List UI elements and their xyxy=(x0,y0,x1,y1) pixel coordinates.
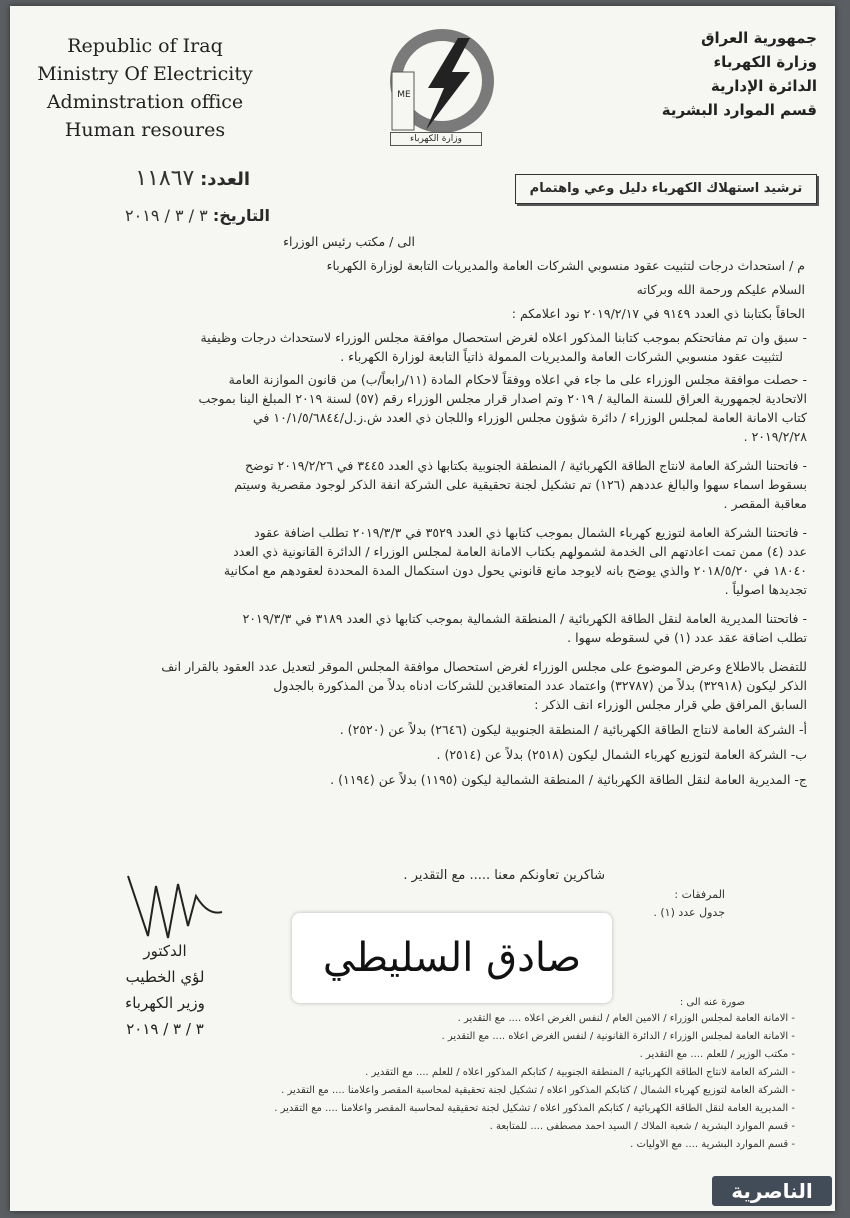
body-line: - فاتحتنا الشركة العامة لانتاج الطاقة الكهربائية / المنطقة الجنوبية بكتابها ذي العدد ٣٤٤٥ في ٢٠١٩/٢/٢٦ توضح xyxy=(244,458,807,473)
copy-recipient: - قسم الموارد البشرية / شعبة الملاك / السيد احمد مصطفى .... للمتابعة . xyxy=(489,1121,795,1132)
watermark-logo: الناصرية xyxy=(712,1176,832,1206)
logo-monogram: ME xyxy=(397,90,411,100)
body-line: تجديدها اصولياً . xyxy=(724,582,807,597)
header-english-line: Ministry Of Electricity xyxy=(37,63,253,85)
body-line: للتفضل بالاطلاع وعرض الموضوع على مجلس الوزراء لغرض استحصال موافقة المجلس الموقر لتعديل عدد العقود بالقرار انف xyxy=(161,659,807,674)
body-line: عدد (٤) ممن تمت اعادتهم الى الخدمة لشمولهم بكتاب الامانة العامة لمجلس الوزراء / الدائرة القانونية ذي العدد xyxy=(233,544,807,559)
slogan-box: ترشيد استهلاك الكهرباء دليل وعي واهتمام xyxy=(515,174,817,204)
copies-list xyxy=(195,1012,795,1152)
signature-mark xyxy=(118,866,228,946)
body-line: لتثبيت عقود منسوبي الشركات العامة والمديريات الممولة ذاتياً التابعة لوزارة الكهرباء . xyxy=(340,349,783,364)
attachments-label: المرفقات : xyxy=(674,888,725,901)
ministry-logo xyxy=(370,26,510,151)
signature-line: الدكتور xyxy=(143,942,187,960)
reference-number-value: ١١٨٦٧ xyxy=(135,166,195,191)
closing-line: شاكرين تعاونكم معنا ..... مع التقدير . xyxy=(403,868,605,883)
body-line: - حصلت موافقة مجلس الوزراء على ما جاء في اعلاه ووفقاً لاحكام المادة (١١/رابعاً/ب) من قانون الموازنة العامة xyxy=(228,372,807,387)
reference-date xyxy=(80,206,270,225)
body-line: ١٨٠٤٠ في ٢٠١٨/٥/٢٠ والذي يوضح بانه لايوجد مانع قانوني يحول دون استكمال المدة المحددة لعقودهم مع امكانية xyxy=(223,563,807,578)
copy-recipient: - قسم الموارد البشرية .... مع الاوليات . xyxy=(630,1139,795,1150)
body-line: معاقبة المقصر . xyxy=(723,496,807,511)
signature-line: ٣ / ٣ / ٢٠١٩ xyxy=(126,1020,204,1038)
logo-caption: وزارة الكهرباء xyxy=(390,132,482,146)
copy-recipient: - مكتب الوزير / للعلم .... مع التقدير . xyxy=(639,1049,795,1060)
header-arabic-line: قسم الموارد البشرية xyxy=(661,101,817,119)
copy-recipient: - المديرية العامة لنقل الطاقة الكهربائية / كتابكم المذكور اعلاه / تشكيل لجنة تحقيقية لمحاسبة المقصر واعلامنا .... مع التقدير . xyxy=(274,1103,795,1114)
body-line: - سبق وان تم مفاتحتكم بموجب كتابنا المذكور اعلاه لغرض استحصال موافقة مجلس الوزراء لاستحداث درجات وظيفية xyxy=(200,330,807,345)
body-line: ج- المديرية العامة لنقل الطاقة الكهربائية / المنطقة الشمالية ليكون (١١٩٥) بدلاً عن (١١٩٤) . xyxy=(330,772,807,787)
header-english-line: Human resoures xyxy=(64,119,226,141)
recipient: الى / مكتب رئيس الوزراء xyxy=(283,234,415,249)
body-line: كتاب الامانة العامة لمجلس الوزراء / دائرة شؤون مجلس الوزراء واللجان ذي العدد ش.ز.ل/١٠/١/٥/٦٨٤٤ في xyxy=(253,410,807,425)
body-line: السابق المرافق طي قرار مجلس الوزراء انف الذكر : xyxy=(534,697,807,712)
copy-recipient: - الامانة العامة لمجلس الوزراء / الدائرة القانونية / لنفس الغرض اعلاه .... مع التقدير . xyxy=(441,1031,795,1042)
body-line: ب- الشركة العامة لتوزيع كهرباء الشمال ليكون (٢٥١٨) بدلاً عن (٢٥١٤) . xyxy=(436,747,807,762)
letter-page xyxy=(10,6,835,1211)
copy-recipient: - الامانة العامة لمجلس الوزراء / الامين العام / لنفس الغرض اعلاه .... مع التقدير . xyxy=(457,1013,795,1024)
reference-date-label: التاريخ: xyxy=(212,206,270,225)
header-english-line: Republic of Iraq xyxy=(67,35,223,57)
body-line: بسقوط اسماء سهوا والبالغ عددهم (١٢٦) تم تشكيل لجنة تحقيقية على الشركة انفة الذكر لوجود مقصرية وسيتم xyxy=(234,477,807,492)
body-line: تطلب اضافة عقد عدد (١) في لسقوطه سهوا . xyxy=(567,630,807,645)
body-line: - فاتحتنا الشركة العامة لتوزيع كهرباء الشمال بموجب كتابها ذي العدد ٣٥٢٩ في ٢٠١٩/٣/٣ تطلب اضافة عقود xyxy=(254,525,807,540)
body-line: الذكر ليكون (٣٢٩١٨) بدلاً من (٣٢٧٨٧) واعتماد عدد المتعاقدين للشركات ادناه بدلاً من المذكورة بالجدول xyxy=(273,678,807,693)
body-line: ٢٠١٩/٢/٢٨ . xyxy=(743,429,807,444)
signature-line: وزير الكهرباء xyxy=(125,994,205,1012)
body-line: الاتحادية لجمهورية العراق للسنة المالية / ٢٠١٩ وتم اصدار قرار مجلس الوزراء رقم (٥٧) لسنة ٢٠١٩ المبلغ الينا بموجب xyxy=(198,391,807,406)
copy-recipient: - الشركة العامة لتوزيع كهرباء الشمال / كتابكم المذكور اعلاه / تشكيل لجنة تحقيقية لمحاسبة المقصر واعلامنا .... مع التقدير . xyxy=(281,1085,795,1096)
header-arabic-line: جمهورية العراق xyxy=(701,29,817,47)
header-arabic xyxy=(617,26,817,122)
reference-date-value: ٣ / ٣ / ٢٠١٩ xyxy=(125,206,208,225)
reference-number xyxy=(90,166,250,191)
header-english xyxy=(30,32,260,144)
letter-body xyxy=(47,328,807,789)
header-arabic-line: وزارة الكهرباء xyxy=(713,53,817,71)
copies-label: صورة عنه الى : xyxy=(679,997,745,1008)
greeting: السلام عليكم ورحمة الله وبركاته xyxy=(636,282,805,297)
header-arabic-line: الدائرة الإدارية xyxy=(710,77,817,95)
reference-number-label: العدد: xyxy=(200,169,250,190)
attachments-item: جدول عدد (١) . xyxy=(653,906,725,919)
header-english-line: Adminstration office xyxy=(46,91,244,113)
name-stamp: صادق السليطي xyxy=(292,913,612,1003)
body-line: - فاتحتنا المديرية العامة لنقل الطاقة الكهربائية / المنطقة الشمالية بموجب كتابها ذي العدد ٣١٨٩ في ٢٠١٩/٣/٣ xyxy=(242,611,807,626)
intro-line: الحاقاً بكتابنا ذي العدد ٩١٤٩ في ٢٠١٩/٢/١٧ نود اعلامكم : xyxy=(511,306,805,321)
copy-recipient: - الشركة العامة لانتاج الطاقة الكهربائية / المنطقة الجنوبية / كتابكم المذكور اعلاه / للعلم .... مع التقدير . xyxy=(365,1067,795,1078)
signature-line: لؤي الخطيب xyxy=(125,968,205,986)
body-line: أ- الشركة العامة لانتاج الطاقة الكهربائية / المنطقة الجنوبية ليكون (٢٦٤٦) بدلاً عن (٢٥٢٠) . xyxy=(339,722,807,737)
subject-line: م / استحداث درجات لتثبيت عقود منسوبي الشركات العامة والمديريات التابعة لوزارة الكهرباء xyxy=(326,258,805,273)
